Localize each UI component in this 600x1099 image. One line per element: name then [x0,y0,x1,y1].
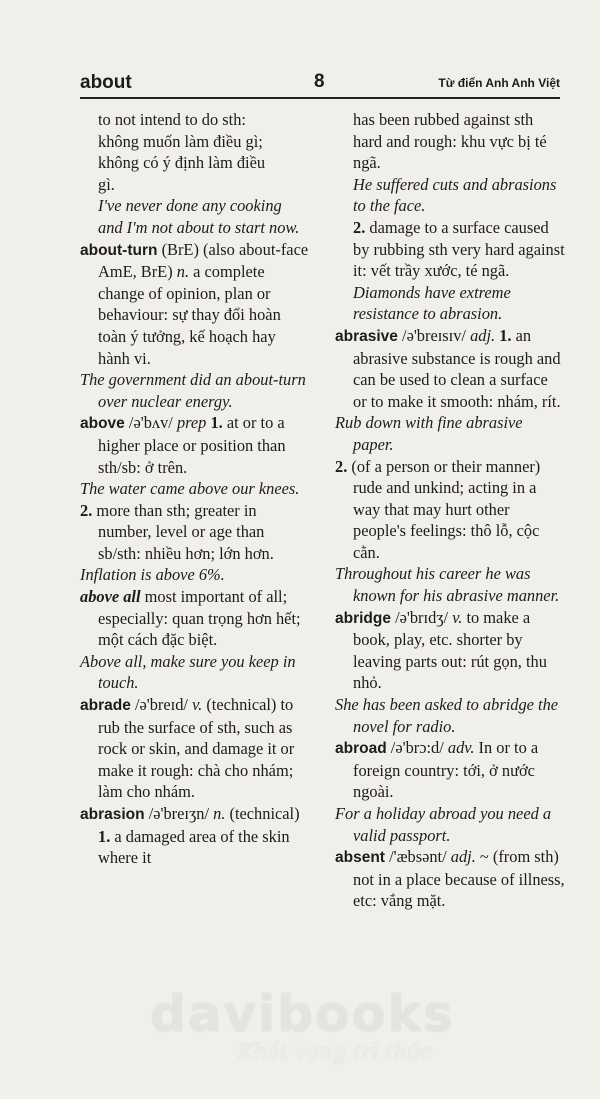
definition: (of a person or their manner) rude and unkind; acting in a way that may hurt other people's feelings: thô lỗ, cộc cằn. [347,456,541,562]
example-sentence: Throughout his career he was known for his abrasive manner. [335,564,560,606]
example-sentence: The government did an about-turn over nuclear energy. [80,370,306,411]
definition-line: gì. [98,174,115,194]
pronunciation: /ə'brɔ:d/ [386,738,448,758]
watermark-tagline: Khát vọng tri thức [237,1040,433,1064]
definition-line: to not intend to do sth: [98,110,246,129]
entry-abrasion-continued [335,109,565,325]
headword: absent [335,849,385,867]
entry-about-turn [80,239,310,413]
example-sentence: For a holiday abroad you need a valid passport. [335,804,552,845]
register-label: (technical) [225,804,300,823]
part-of-speech: adj. [470,325,496,345]
book-title: Từ điển Anh Anh Việt [438,76,560,90]
part-of-speech: adj. [450,847,476,867]
part-of-speech: v. [452,607,463,627]
part-of-speech: adv. [447,738,475,758]
example-sentence: Inflation is above 6%. [80,565,225,585]
definition: to make a book, play, etc. shorter by leaving parts out: rút gọn, thu nhỏ. [353,607,547,693]
entry-abrade [80,694,310,803]
example-sentence: Above all, make sure you keep in touch. [80,651,296,693]
pronunciation: /ə'bʌv/ [124,413,177,433]
headword: above [80,415,125,433]
entry-abridge [335,607,565,738]
left-column [80,109,310,869]
watermark-logo: davibooks [150,985,455,1043]
headword: abrade [80,697,131,715]
definition: In or to a foreign country: tới, ở nước ngoài. [353,738,539,802]
headword: abrasion [80,806,145,823]
entry-abrasion [80,803,310,869]
running-header [80,70,560,98]
definition: at or to a higher place or position than sth/sb: ở trên. [98,413,286,477]
part-of-speech: prep [176,413,207,433]
sense-number: 2. [80,500,93,520]
definition: an abrasive substance is rough and can be used to clean a surface or to make it smooth: nhám, rít. [353,325,561,411]
definition: a damaged area of the skin where it [98,826,290,868]
sense [80,500,310,565]
sense-number: 1. [495,325,512,345]
sense-number: 1. [206,413,223,433]
entry-abrasive [335,325,565,607]
idiom [80,586,310,651]
part-of-speech: n. [213,804,226,823]
headword: abridge [335,609,391,627]
header-rule [80,97,560,99]
definition-line: không muốn làm điều gì; [98,131,263,151]
definition: damage to a surface caused by rubbing sth very hard against it: vết trầy xước, té ngã. [353,217,565,281]
sense-number: 1. [98,826,111,846]
usage-note: (BrE) (also about-face AmE, BrE) [98,239,309,282]
pronunciation: /'æbsənt/ [384,847,451,867]
headword: abrasive [335,327,398,345]
example-sentence: Diamonds have extreme resistance to abrasion. [353,282,511,324]
definition: has been rubbed against sth hard and rough: khu vực bị té ngã. [353,110,547,173]
entry-abroad [335,737,565,846]
sense [353,217,565,282]
entry-above [80,412,310,694]
definition: ~ (from sth) not in a place because of illness, etc: vắng mặt. [353,847,565,911]
sense [335,456,565,564]
idiom-phrase: above all [80,587,141,607]
example-sentence: He suffered cuts and abrasions to the face. [353,174,557,216]
part-of-speech: v. [192,695,203,715]
entry-absent [335,846,565,912]
pronunciation: /ə'breɪʒn/ [144,804,214,823]
definition: (technical) to rub the surface of sth, such as rock or skin, and damage it or make it rough: chà cho nhám; làm cho nhám. [98,695,295,802]
example-sentence: Rub down with fine abrasive paper. [335,413,523,454]
header-guide-word: about [80,72,132,93]
pronunciation: /ə'breɪd/ [130,695,193,715]
entry-about-continued [80,109,310,239]
right-column [335,109,565,912]
part-of-speech: n. [176,262,190,282]
example-sentence: The water came above our knees. [80,479,300,499]
headword: abroad [335,740,387,758]
sense-number: 2. [335,456,348,476]
example-sentence: I've never done any cooking and I'm not about to start now. [98,196,300,237]
sense-number: 2. [353,217,366,237]
definition-line: không có ý định làm điều [98,153,266,173]
example-sentence: She has been asked to abridge the novel for radio. [335,695,559,736]
pronunciation: /ə'breɪsɪv/ [397,325,471,345]
pronunciation: /ə'brɪdʒ/ [390,607,453,627]
definition: most important of all; especially: quan trọng hơn hết; một cách đặc biệt. [98,587,301,650]
definition: a complete change of opinion, plan or behaviour: sự thay đổi hoàn toàn ý tưởng, kế hoạch hay hành vi. [98,262,281,368]
page-number: 8 [314,71,325,92]
headword: about-turn [80,241,158,259]
definition: more than sth; greater in number, level or age than sb/sth: nhiều hơn; lớn hơn. [92,500,274,563]
